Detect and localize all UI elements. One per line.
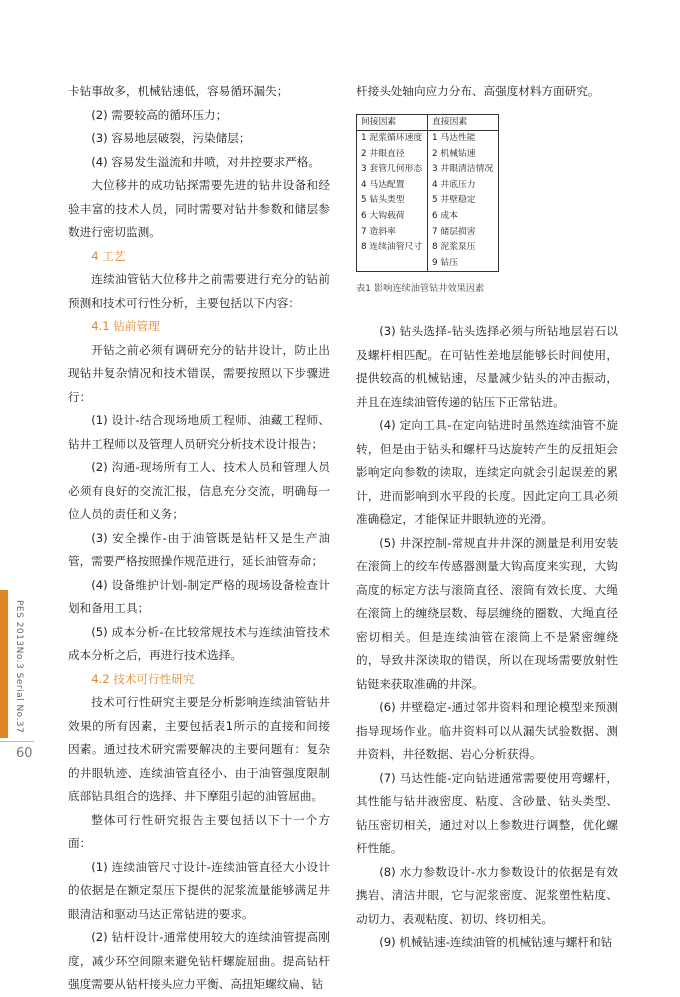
paragraph: (4) 设备维护计划-制定严格的现场设备检查计划和备用工具； [68,577,330,615]
right-column-paragraphs [356,320,618,955]
indirect-factor-cell: 8 连续油管尺寸 [357,240,428,256]
direct-factor-cell: 6 成本 [428,209,499,225]
right-column [356,80,618,955]
paragraph: (9) 机械钻速-连续油管的机械钻速与螺杆和钻 [379,935,613,950]
table-row [357,178,499,194]
page-number: 60 [16,746,33,761]
paragraph: (2) 需要较高的循环压力； [91,107,228,122]
paragraph: (1) 设计-结合现场地质工程师、油藏工程师、钻井工程师以及管理人员研究分析技术设计报告； [68,413,330,451]
direct-factor-cell: 9 钻压 [428,256,499,272]
section-heading: 4.2 技术可行性研究 [91,671,195,686]
indirect-factor-cell: 2 井眼直径 [357,147,428,163]
paragraph: (8) 水力参数设计-水力参数设计的依据是有效携岩、清洁井眼，它与泥浆密度、泥浆塑性粘度、动切力、表观粘度、初切、终切相关。 [356,864,618,926]
indirect-factor-cell: 7 造斜率 [357,225,428,241]
sidebar-accent-bar [0,590,8,738]
left-column [68,80,330,997]
table-row [357,256,499,272]
paragraph: (4) 容易发生溢流和井喷，对井控要求严格。 [91,154,320,169]
paragraph: 大位移井的成功钻探需要先进的钻井设备和经验丰富的技术人员，同时需要对钻井参数和储层参数进行密切监测。 [68,178,330,239]
table-row [357,225,499,241]
paragraph: (6) 井壁稳定-通过邻井资料和理论模型来预测指导现场作业。临井资料可以从漏失试验数据、测井资料，井径数据、岩心分析获得。 [356,700,618,762]
journal-info: PES 2013No.3 Serial No.37 [14,600,24,734]
paragraph: 卡钻事故多，机械钻速低，容易循环漏失； [68,84,289,98]
table-row [357,162,499,178]
direct-factor-cell: 4 井底压力 [428,178,499,194]
table-header-indirect: 间接因素 [357,114,428,131]
direct-factor-cell: 2 机械钻速 [428,147,499,163]
paragraph: (5) 井深控制-常规直井井深的测量是利用安装在滚筒上的绞车传感器测量大钩高度来实现，大钩高度的标定方法与滚筒直径、滚筒有效长度、大绳在滚筒上的缠绕层数、每层缠绕的圈数、大绳直径密切相关。但是连续油管在滚筒上不是紧密缠绕的，导致井深读取的错误，所以在现场需要放射性钻铤来获取准确的井深。 [356,535,618,691]
page-number-rule [0,741,34,742]
table-row [357,147,499,163]
paragraph: 开钻之前必须有调研充分的钻井设计，防止出现钻井复杂情况和技术错误，需要按照以下步骤进行： [68,342,330,404]
paragraph: (1) 连续油管尺寸设计-连续油管直径大小设计的依据是在额定泵压下提供的泥浆流量能够满足井眼清洁和驱动马达正常钻进的要求。 [68,859,330,921]
paragraph: 整体可行性研究报告主要包括以下十一个方面： [68,812,330,850]
indirect-factor-cell: 4 马达配置 [357,178,428,194]
indirect-factor-cell: 1 泥浆循环速度 [357,131,428,147]
direct-factor-cell: 1 马达性能 [428,131,499,147]
indirect-factor-cell [357,256,428,272]
paragraph: (3) 安全操作-由于油管既是钻杆又是生产油管，需要严格按照操作规范进行，延长油管寿命； [68,530,330,568]
table-row [357,131,499,147]
table-row [357,193,499,209]
indirect-factor-cell: 5 钻头类型 [357,193,428,209]
factors-table [356,114,499,273]
paragraph: 连续油管钻大位移井之前需要进行充分的钻前预测和技术可行性分析，主要包括以下内容： [68,272,330,310]
paragraph: (3) 容易地层破裂，污染储层； [91,131,251,145]
paragraph: (2) 沟通-现场所有工人、技术人员和管理人员必须有良好的交流汇报，信息充分交流，明确每一位人员的责任和义务； [68,460,330,521]
paragraph: (2) 钻杆设计-通常使用较大的连续油管提高刚度，减少环空间隙来避免钻杆螺旋屈曲。提高钻杆强度需要从钻杆接头应力平衡、高扭矩螺纹扁、钻 [68,930,330,991]
right-column-intro: 杆接头处轴向应力分布、高强度材料方面研究。 [356,84,600,98]
direct-factor-cell: 7 储层损害 [428,225,499,241]
table-header-direct: 直接因素 [428,114,499,131]
paragraph: 技术可行性研究主要是分析影响连续油管钻井效果的所有因素，主要包括表1所示的直接和间接因素。通过技术研究需要解决的主要问题有：复杂的井眼轨迹、连续油管直径小、由于油管强度限制底部钻具组合的选择、井下摩阻引起的油管屈曲。 [68,695,330,803]
paragraph: (7) 马达性能-定向钻进通常需要使用弯螺杆，其性能与钻井液密度、粘度、含砂量、钻头类型、钻压密切相关，通过对以上参数进行调整，优化螺杆性能。 [356,770,618,856]
indirect-factor-cell: 3 套管几何形态 [357,162,428,178]
table-header-row [357,114,499,131]
table-body [357,131,499,272]
table-row [357,209,499,225]
paragraph: (3) 钻头选择-钻头选择必须与所钻地层岩石以及螺杆相匹配。在可钻性差地层能够长时间使用，提供较高的机械钻速，尽量减少钻头的冲击振动，并且在连续油管传递的钻压下正常钻进。 [356,324,618,409]
direct-factor-cell: 8 泥浆泵压 [428,240,499,256]
indirect-factor-cell: 6 大钩载荷 [357,209,428,225]
paragraph: (5) 成本分析-在比较常规技术与连续油管技术成本分析之后，再进行技术选择。 [68,624,330,662]
paragraph: (4) 定向工具-在定向钻进时虽然连续油管不旋转，但是由于钻头和螺杆马达旋转产生的反扭矩会影响定向参数的读取，连续定向就会引起误差的累计，进而影响到水平段的长度。因此定向工具必须准确稳定，才能保证井眼轨迹的光滑。 [356,418,618,527]
section-heading: 4.1 钻前管理 [91,319,160,333]
direct-factor-cell: 3 井眼清洁情况 [428,162,499,178]
table-row [357,240,499,256]
section-heading: 4 工艺 [91,248,126,263]
table-caption: 表1 影响连续油管钻井效果因素 [356,283,485,295]
direct-factor-cell: 5 井壁稳定 [428,193,499,209]
